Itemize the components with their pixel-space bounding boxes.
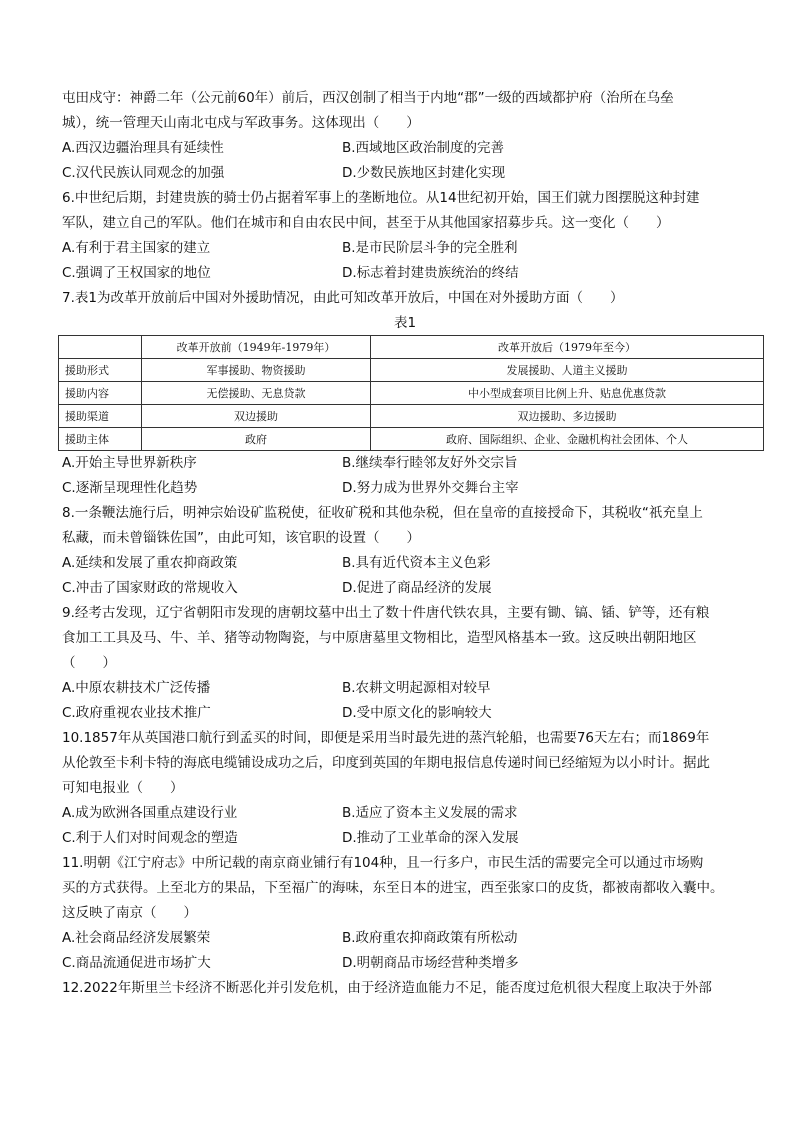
option-d[interactable]: D.少数民族地区封建化实现 xyxy=(342,165,506,181)
question-12 xyxy=(62,976,748,1001)
table-caption: 表1 xyxy=(393,315,417,331)
question-9 xyxy=(62,601,748,726)
table-header-cell: 改革开放前（1949年-1979年） xyxy=(142,336,371,359)
question-7 xyxy=(62,286,748,501)
option-c[interactable]: C.冲击了国家财政的常规收入 xyxy=(62,580,238,596)
option-b[interactable]: B.农耕文明起源相对较早 xyxy=(342,680,491,696)
question-stem: 7.表1为改革开放前后中国对外援助情况，由此可知改革开放后，中国在对外援助方面（ ） xyxy=(62,290,624,306)
table-cell: 中小型成套项目比例上升、贴息优惠贷款 xyxy=(371,382,764,405)
question-stem: 11.明朝《江宁府志》中所记载的南京商业铺行有104种，且一行多户，市民生活的需要完全可以通过市场购 xyxy=(62,855,704,871)
options xyxy=(62,926,748,976)
table-row xyxy=(59,382,764,405)
option-c[interactable]: C.政府重视农业技术推广 xyxy=(62,705,211,721)
table-row-label: 援助主体 xyxy=(59,428,142,451)
option-a[interactable]: A.社会商品经济发展繁荣 xyxy=(62,930,211,946)
option-a[interactable]: A.中原农耕技术广泛传播 xyxy=(62,680,211,696)
question-stem: 12.2022年斯里兰卡经济不断恶化并引发危机，由于经济造血能力不足，能否度过危机很大程度上取决于外部 xyxy=(62,980,712,996)
option-d[interactable]: D.促进了商品经济的发展 xyxy=(342,580,492,596)
question-5 xyxy=(62,86,748,186)
option-a[interactable]: A.西汉边疆治理具有延续性 xyxy=(62,140,224,156)
option-b[interactable]: B.西域地区政治制度的完善 xyxy=(342,140,505,156)
option-c[interactable]: C.强调了王权国家的地位 xyxy=(62,265,211,281)
option-c[interactable]: C.商品流通促进市场扩大 xyxy=(62,955,211,971)
table-row-label: 援助渠道 xyxy=(59,405,142,428)
table-header-cell: 改革开放后（1979年至今） xyxy=(371,336,764,359)
question-10 xyxy=(62,726,748,851)
table-row xyxy=(59,428,764,451)
option-b[interactable]: B.是市民阶层斗争的完全胜利 xyxy=(342,240,518,256)
option-a[interactable]: A.开始主导世界新秩序 xyxy=(62,455,197,471)
option-c[interactable]: C.汉代民族认同观念的加强 xyxy=(62,165,225,181)
option-b[interactable]: B.继续奉行睦邻友好外交宗旨 xyxy=(342,455,518,471)
option-b[interactable]: B.适应了资本主义发展的需求 xyxy=(342,805,518,821)
table-cell: 发展援助、人道主义援助 xyxy=(371,359,764,382)
question-stem: 这反映了南京（ ） xyxy=(62,905,197,921)
question-stem: 从伦敦至卡利卡特的海底电缆铺设成功之后，印度到英国的年期电报信息传递时间已经缩短为以小时计。据此 xyxy=(62,755,710,771)
table-row-label: 援助形式 xyxy=(59,359,142,382)
option-d[interactable]: D.受中原文化的影响较大 xyxy=(342,705,492,721)
question-11 xyxy=(62,851,748,976)
table-header-row xyxy=(59,336,764,359)
question-stem: （ ） xyxy=(62,655,116,671)
options xyxy=(62,551,748,601)
question-6 xyxy=(62,186,748,286)
question-stem: 军队，建立自己的军队。他们在城市和自由农民中间，甚至于从其他国家招募步兵。这一变化（ ） xyxy=(62,215,670,231)
option-d[interactable]: D.努力成为世界外交舞台主宰 xyxy=(342,480,519,496)
table-cell: 政府、国际组织、企业、金融机构社会团体、个人 xyxy=(371,428,764,451)
option-a[interactable]: A.成为欧洲各国重点建设行业 xyxy=(62,805,238,821)
table-header-cell xyxy=(59,336,142,359)
options xyxy=(62,451,748,501)
question-stem: 6.中世纪后期，封建贵族的骑士仍占据着军事上的垄断地位。从14世纪初开始，国王们就力图摆脱这种封建 xyxy=(62,190,700,206)
option-b[interactable]: B.具有近代资本主义色彩 xyxy=(342,555,491,571)
question-stem: 食加工工具及马、牛、羊、猪等动物陶瓷，与中原唐墓里文物相比，造型风格基本一致。这反映出朝阳地区 xyxy=(62,630,697,646)
question-stem: 城），统一管理天山南北屯戍与军政事务。这体现出（ ） xyxy=(62,115,420,131)
question-stem: 屯田戍守：神爵二年（公元前60年）前后，西汉创制了相当于内地“郡”一级的西域都护府（治所在乌垒 xyxy=(62,90,674,106)
options xyxy=(62,676,748,726)
question-stem: 10.1857年从英国港口航行到孟买的时间，即便是采用当时最先进的蒸汽轮船，也需要76天左右；而1869年 xyxy=(62,730,710,746)
table-cell: 双边援助、多边援助 xyxy=(371,405,764,428)
option-d[interactable]: D.标志着封建贵族统治的终结 xyxy=(342,265,519,281)
table-row-label: 援助内容 xyxy=(59,382,142,405)
question-stem: 买的方式获得。上至北方的果品，下至福广的海味，东至日本的进宝，西至张家口的皮货，都被南都收入囊中。 xyxy=(62,880,724,896)
question-8 xyxy=(62,501,748,601)
option-d[interactable]: D.推动了工业革命的深入发展 xyxy=(342,830,519,846)
option-a[interactable]: A.有利于君主国家的建立 xyxy=(62,240,211,256)
options xyxy=(62,236,748,286)
option-d[interactable]: D.明朝商品市场经营种类增多 xyxy=(342,955,519,971)
question-stem: 私藏，而未曾锱铢佐国”，由此可知，该官职的设置（ ） xyxy=(62,530,420,546)
table-row xyxy=(59,405,764,428)
question-stem: 8.一条鞭法施行后，明神宗始设矿监税使，征收矿税和其他杂税，但在皇帝的直接授命下，其税收“祇充皇上 xyxy=(62,505,703,521)
option-b[interactable]: B.政府重农抑商政策有所松动 xyxy=(342,930,518,946)
option-c[interactable]: C.利于人们对时间观念的塑造 xyxy=(62,830,238,846)
table-cell: 军事援助、物资援助 xyxy=(142,359,371,382)
question-stem: 9.经考古发现，辽宁省朝阳市发现的唐朝坟墓中出土了数十件唐代铁农具，主要有锄、镐、锸、铲等，还有粮 xyxy=(62,605,710,621)
table-cell: 双边援助 xyxy=(142,405,371,428)
table-cell: 无偿援助、无息贷款 xyxy=(142,382,371,405)
option-a[interactable]: A.延续和发展了重农抑商政策 xyxy=(62,555,238,571)
exam-page xyxy=(62,86,748,1001)
options xyxy=(62,136,748,186)
option-c[interactable]: C.逐渐呈现理性化趋势 xyxy=(62,480,198,496)
question-stem: 可知电报业（ ） xyxy=(62,780,184,796)
aid-table xyxy=(58,335,764,451)
table-row xyxy=(59,359,764,382)
table-cell: 政府 xyxy=(142,428,371,451)
options xyxy=(62,801,748,851)
